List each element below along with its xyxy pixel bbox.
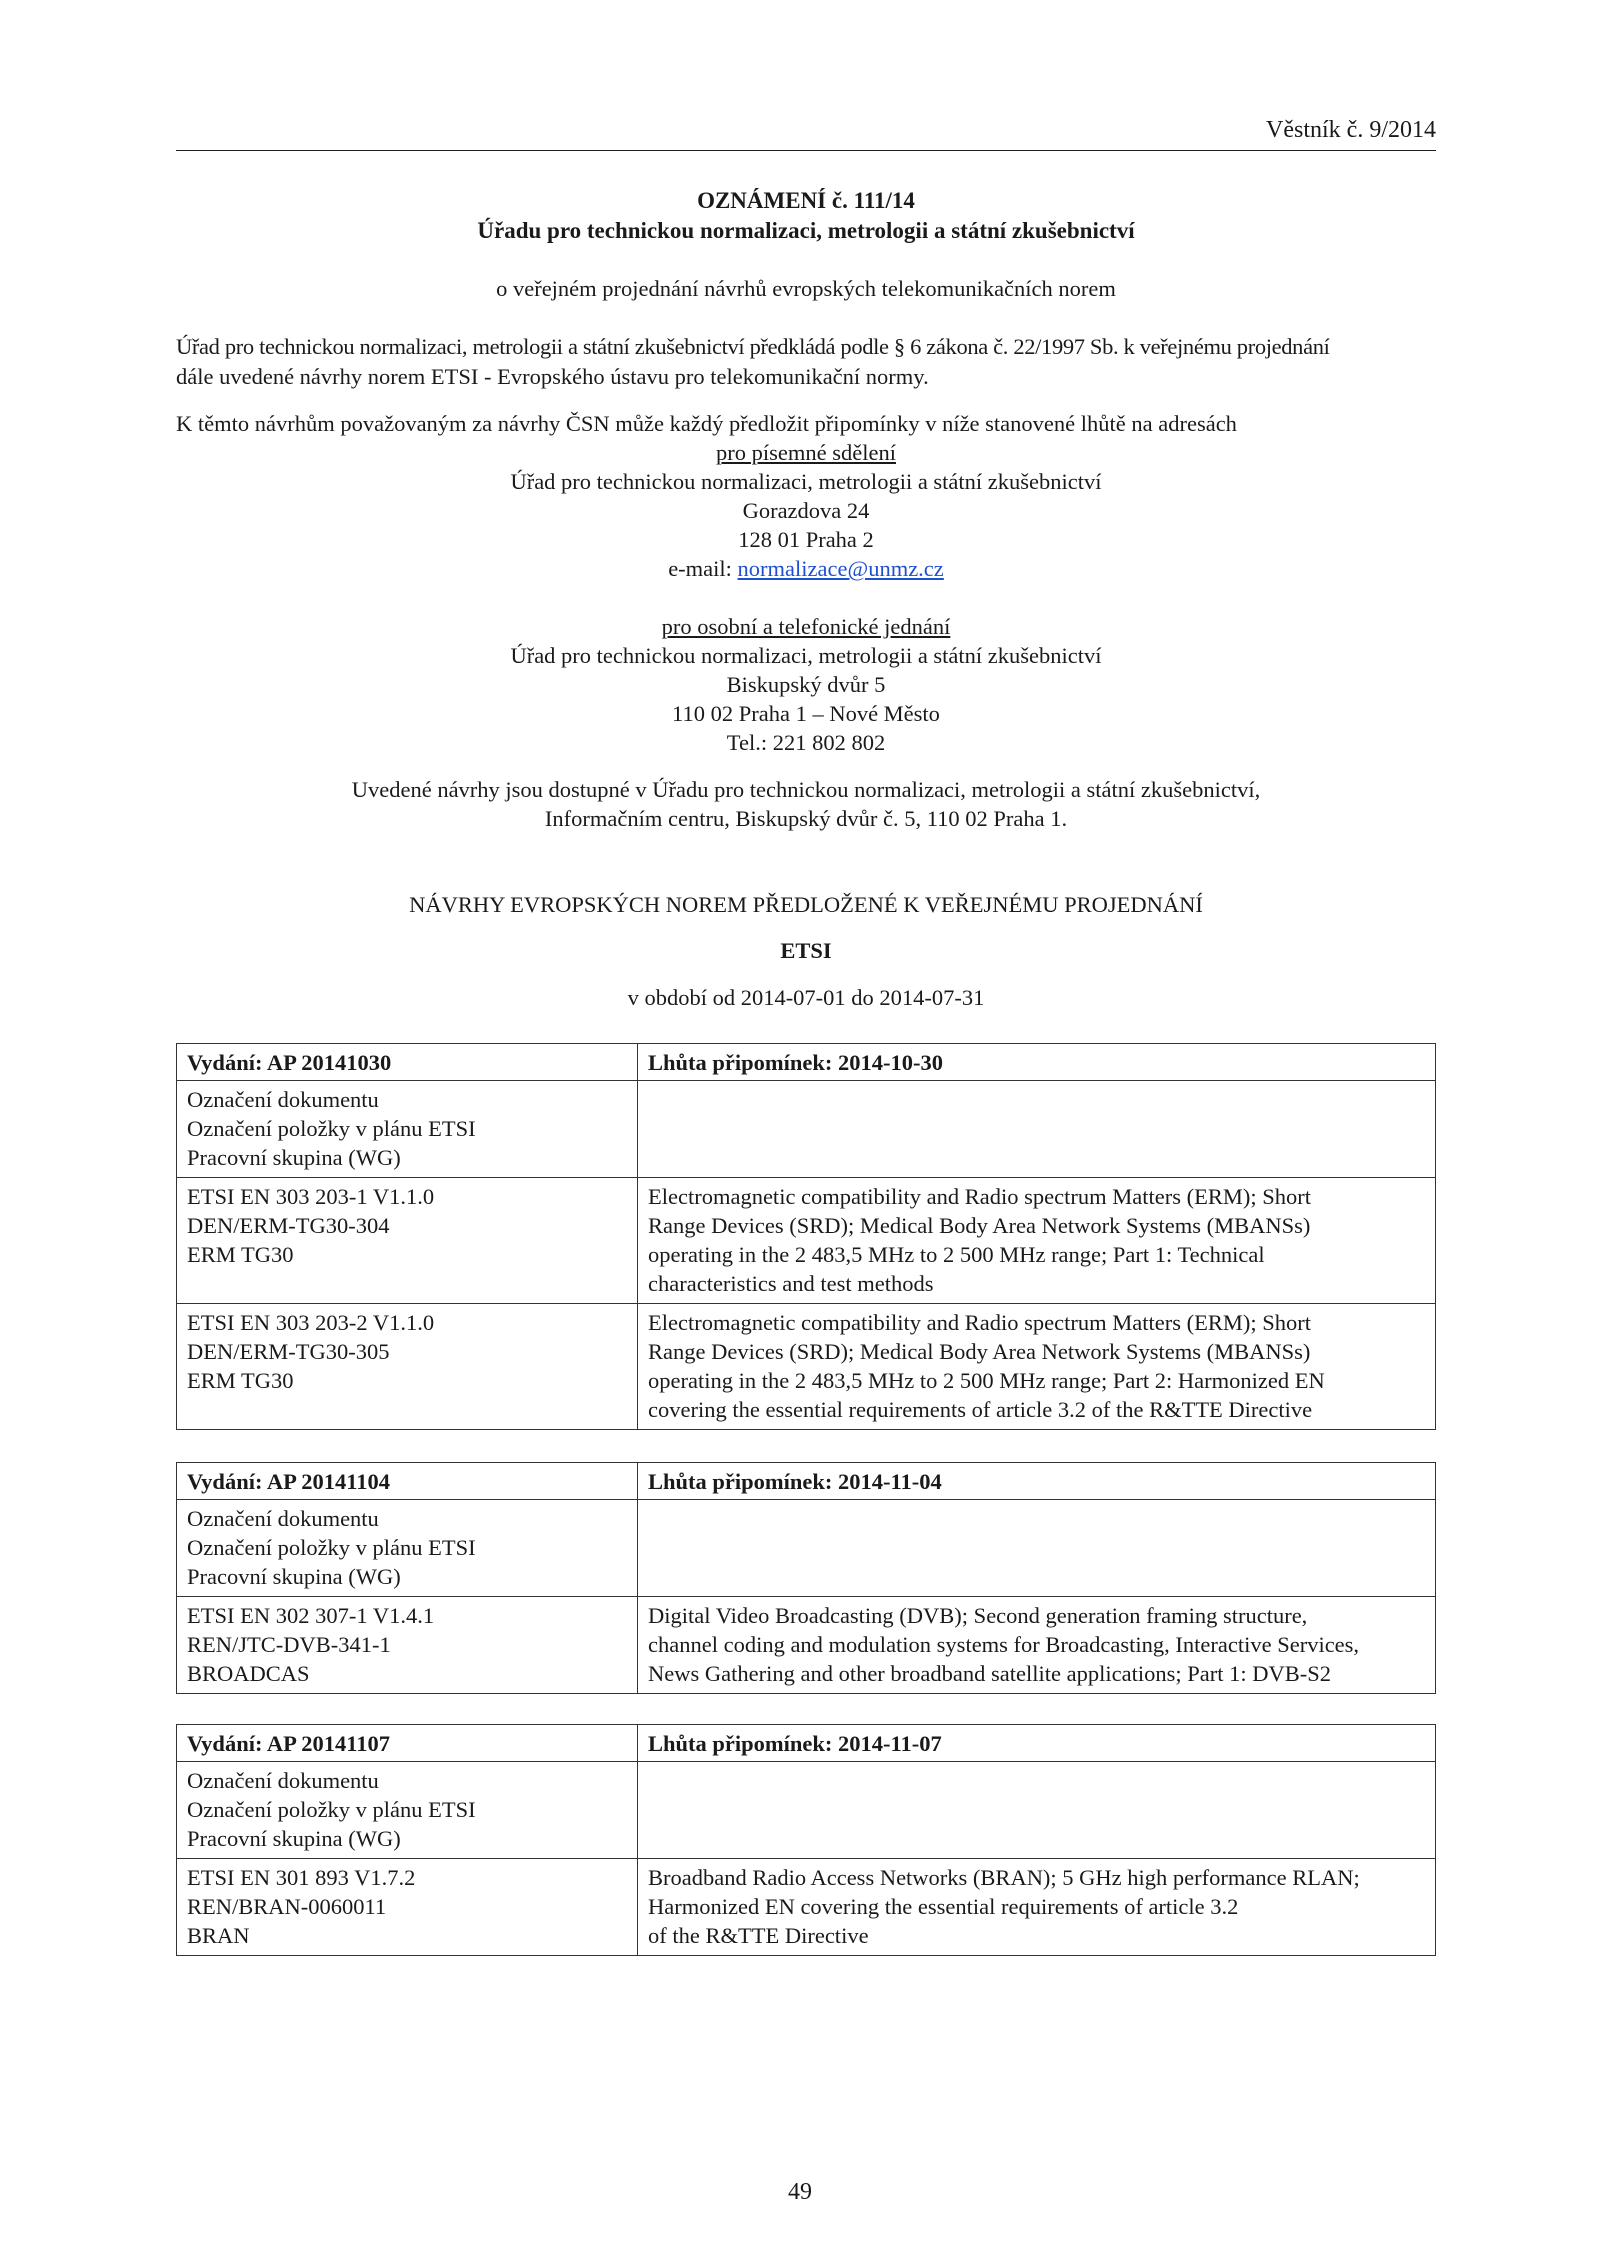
doc-cell xyxy=(177,1304,638,1430)
intro-line-1: Úřad pro technickou normalizaci, metrologii a státní zkušebnictví předkládá podle § 6 zákona č. 22/1997 Sb. k veřejnému projednání xyxy=(176,334,1330,359)
legend-empty-cell xyxy=(638,1081,1436,1178)
deadline-cell: Lhůta připomínek: 2014-11-07 xyxy=(638,1725,1436,1762)
email-label: e-mail: xyxy=(668,556,738,581)
notice-title: OZNÁMENÍ č. 111/14 xyxy=(697,188,915,213)
legend-item-label: Označení položky v plánu ETSI xyxy=(187,1116,476,1141)
personal-contact xyxy=(176,612,1436,757)
intro-line-2: dále uvedené návrhy norem ETSI - Evropského ústavu pro telekomunikační normy. xyxy=(176,364,929,389)
legend-row xyxy=(177,1500,1436,1597)
legend-cell xyxy=(177,1500,638,1597)
issue-cell: Vydání: AP 20141030 xyxy=(177,1044,638,1081)
doc-designation: ETSI EN 302 307-1 V1.4.1 xyxy=(187,1603,435,1628)
title-cell xyxy=(638,1597,1436,1694)
doc-designation: ETSI EN 303 203-1 V1.1.0 xyxy=(187,1184,435,1209)
title-line: Harmonized EN covering the essential requirements of article 3.2 xyxy=(648,1894,1239,1919)
deadline-cell: Lhůta připomínek: 2014-10-30 xyxy=(638,1044,1436,1081)
doc-designation: ETSI EN 303 203-2 V1.1.0 xyxy=(187,1310,435,1335)
table-header-row xyxy=(177,1725,1436,1762)
doc-cell xyxy=(177,1178,638,1304)
legend-wg-label: Pracovní skupina (WG) xyxy=(187,1826,401,1851)
legend-cell xyxy=(177,1081,638,1178)
title-line: operating in the 2 483,5 MHz to 2 500 MHz range; Part 2: Harmonized EN xyxy=(648,1368,1325,1393)
legend-wg-label: Pracovní skupina (WG) xyxy=(187,1564,401,1589)
table-row xyxy=(177,1597,1436,1694)
written-heading: pro písemné sdělení xyxy=(716,440,896,465)
working-group: BROADCAS xyxy=(187,1661,310,1686)
issue-cell: Vydání: AP 20141104 xyxy=(177,1463,638,1500)
working-group: BRAN xyxy=(187,1923,250,1948)
title-line: Digital Video Broadcasting (DVB); Second generation framing structure, xyxy=(648,1603,1308,1628)
personal-phone: Tel.: 221 802 802 xyxy=(726,730,886,755)
doc-designation: ETSI EN 301 893 V1.7.2 xyxy=(187,1865,416,1890)
plan-item: REN/BRAN-0060011 xyxy=(187,1894,387,1919)
personal-org: Úřad pro technickou normalizaci, metrologii a státní zkušebnictví xyxy=(510,643,1102,668)
title-cell xyxy=(638,1178,1436,1304)
legend-empty-cell xyxy=(638,1762,1436,1859)
legend-cell xyxy=(177,1762,638,1859)
plan-item: DEN/ERM-TG30-304 xyxy=(187,1213,390,1238)
table-row xyxy=(177,1178,1436,1304)
legend-item-label: Označení položky v plánu ETSI xyxy=(187,1535,476,1560)
title-line: characteristics and test methods xyxy=(648,1271,934,1296)
written-org: Úřad pro technickou normalizaci, metrologii a státní zkušebnictví xyxy=(510,469,1102,494)
title-line: operating in the 2 483,5 MHz to 2 500 MHz range; Part 1: Technical xyxy=(648,1242,1265,1267)
title-line: of the R&TTE Directive xyxy=(648,1923,869,1948)
title-line: channel coding and modulation systems for Broadcasting, Interactive Services, xyxy=(648,1632,1360,1657)
legend-row xyxy=(177,1081,1436,1178)
title-line: Electromagnetic compatibility and Radio spectrum Matters (ERM); Short xyxy=(648,1310,1311,1335)
section-org: ETSI xyxy=(780,938,832,963)
title-line: Range Devices (SRD); Medical Body Area Network Systems (MBANSs) xyxy=(648,1213,1311,1238)
written-email-line xyxy=(176,554,1436,583)
journal-issue: Věstník č. 9/2014 xyxy=(1266,117,1436,143)
title-line: covering the essential requirements of article 3.2 of the R&TTE Directive xyxy=(648,1397,1313,1422)
title-cell xyxy=(638,1859,1436,1956)
table-row xyxy=(177,1304,1436,1430)
written-contact xyxy=(176,438,1436,583)
legend-wg-label: Pracovní skupina (WG) xyxy=(187,1145,401,1170)
running-header xyxy=(176,112,1436,151)
legend-row xyxy=(177,1762,1436,1859)
written-street: Gorazdova 24 xyxy=(742,498,870,523)
personal-heading: pro osobní a telefonické jednání xyxy=(661,614,951,639)
legend-item-label: Označení položky v plánu ETSI xyxy=(187,1797,476,1822)
legend-doc-label: Označení dokumentu xyxy=(187,1087,379,1112)
page-number: 49 xyxy=(788,2179,812,2205)
table-row xyxy=(177,1859,1436,1956)
proposal-table-1 xyxy=(176,1043,1436,1430)
title-line: News Gathering and other broadband satellite applications; Part 1: DVB-S2 xyxy=(648,1661,1331,1686)
title-line: Electromagnetic compatibility and Radio spectrum Matters (ERM); Short xyxy=(648,1184,1311,1209)
plan-item: DEN/ERM-TG30-305 xyxy=(187,1339,390,1364)
legend-doc-label: Označení dokumentu xyxy=(187,1768,379,1793)
working-group: ERM TG30 xyxy=(187,1368,294,1393)
availability xyxy=(176,775,1436,833)
availability-line-2: Informačním centru, Biskupský dvůr č. 5, 110 02 Praha 1. xyxy=(544,806,1068,831)
written-city: 128 01 Praha 2 xyxy=(738,527,874,552)
personal-street: Biskupský dvůr 5 xyxy=(726,672,886,697)
table-header-row xyxy=(177,1044,1436,1081)
legend-empty-cell xyxy=(638,1500,1436,1597)
availability-line-1: Uvedené návrhy jsou dostupné v Úřadu pro technickou normalizaci, metrologii a státní zkušebnictví, xyxy=(351,777,1261,802)
legend-doc-label: Označení dokumentu xyxy=(187,1506,379,1531)
working-group: ERM TG30 xyxy=(187,1242,294,1267)
proposal-table-2 xyxy=(176,1462,1436,1694)
title-cell xyxy=(638,1304,1436,1430)
doc-cell xyxy=(177,1597,638,1694)
issue-cell: Vydání: AP 20141107 xyxy=(177,1725,638,1762)
section-period: v období od 2014-07-01 do 2014-07-31 xyxy=(627,985,985,1010)
notice-topic: o veřejném projednání návrhů evropských telekomunikačních norem xyxy=(496,276,1116,301)
comments-intro: K těmto návrhům považovaným za návrhy ČSN může každý předložit připomínky v níže stanovené lhůtě na adresách xyxy=(176,411,1237,436)
personal-city: 110 02 Praha 1 – Nové Město xyxy=(672,701,940,726)
title-line: Broadband Radio Access Networks (BRAN); 5 GHz high performance RLAN; xyxy=(648,1865,1360,1890)
title-line: Range Devices (SRD); Medical Body Area Network Systems (MBANSs) xyxy=(648,1339,1311,1364)
notice-subtitle: Úřadu pro technickou normalizaci, metrologii a státní zkušebnictví xyxy=(477,218,1135,243)
table-header-row xyxy=(177,1463,1436,1500)
email-link[interactable]: normalizace@unmz.cz xyxy=(737,556,944,581)
doc-cell xyxy=(177,1859,638,1956)
section-heading: NÁVRHY EVROPSKÝCH NOREM PŘEDLOŽENÉ K VEŘEJNÉMU PROJEDNÁNÍ xyxy=(409,892,1203,917)
deadline-cell: Lhůta připomínek: 2014-11-04 xyxy=(638,1463,1436,1500)
proposal-table-3 xyxy=(176,1724,1436,1956)
plan-item: REN/JTC-DVB-341-1 xyxy=(187,1632,391,1657)
